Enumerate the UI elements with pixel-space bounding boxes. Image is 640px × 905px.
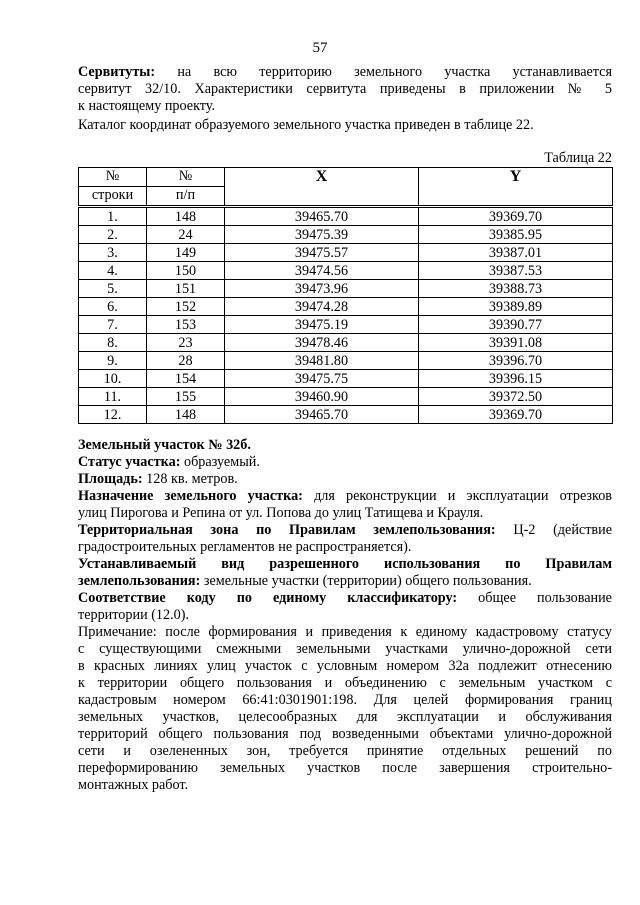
- servitude-line1: на всю территорию земельного участка устанавливается: [155, 64, 612, 80]
- zone-value: Ц-2 (действие: [495, 522, 612, 538]
- page-number: 57: [312, 40, 328, 56]
- cell-point-no: 154: [147, 370, 225, 388]
- servitude-line2: сервитут 32/10. Характеристики сервитута приведены в приложении № 5: [78, 81, 612, 97]
- table-row: [79, 280, 613, 298]
- table-row: [79, 207, 613, 226]
- catalog-text: Каталог координат образуемого земельного участка приведен в таблице 22.: [78, 117, 534, 133]
- note-line: сети и озелененных зон, требуется принятие отдельных решений по: [78, 743, 612, 759]
- table-caption: Таблица 22: [544, 150, 612, 166]
- table-row: [79, 334, 613, 352]
- cell-y: 39385.95: [419, 226, 613, 244]
- note-line: Примечание: после формирования и приведения к единому кадастровому статусу: [78, 624, 612, 640]
- note-paragraph: [78, 624, 612, 777]
- note-line: кадастровым номером 66:41:0301901:198. Для целей формирования границ: [78, 692, 612, 708]
- table-row: [79, 388, 613, 406]
- use-label-1: Устанавливаемый вид разрешенного использования по Правилам: [78, 556, 612, 572]
- table-row: [79, 352, 613, 370]
- cell-y: 39388.73: [419, 280, 613, 298]
- table-row: [79, 262, 613, 280]
- note-line: переформированию земельных участков после завершения строительно-: [78, 760, 612, 776]
- cell-x: 39475.39: [225, 226, 419, 244]
- table-row: [79, 244, 613, 262]
- status-label: Статус участка:: [78, 454, 181, 470]
- cell-x: 39475.57: [225, 244, 419, 262]
- cell-x: 39478.46: [225, 334, 419, 352]
- note-line: с существующими смежными земельными участками улично-дорожной сети: [78, 641, 612, 657]
- cell-point-no: 151: [147, 280, 225, 298]
- code-value: общее пользование: [457, 590, 612, 606]
- table-row: [79, 298, 613, 316]
- cell-point-no: 149: [147, 244, 225, 262]
- cell-y: 39396.15: [419, 370, 613, 388]
- cell-point-no: 153: [147, 316, 225, 334]
- table-row: [79, 316, 613, 334]
- cell-row-no: 1.: [79, 207, 147, 226]
- cell-row-no: 3.: [79, 244, 147, 262]
- cell-row-no: 4.: [79, 262, 147, 280]
- cell-row-no: 2.: [79, 226, 147, 244]
- cell-x: 39474.56: [225, 262, 419, 280]
- cell-point-no: 150: [147, 262, 225, 280]
- purpose-value: для реконструкции и эксплуатации отрезков: [302, 488, 612, 504]
- cell-point-no: 155: [147, 388, 225, 406]
- cell-row-no: 12.: [79, 406, 147, 424]
- note-line: территорий общего пользования под возведенными объектами улично-дорожной: [78, 726, 612, 742]
- purpose-line2: улиц Пирогова и Репина от ул. Попова до улиц Татищева и Крауля.: [78, 505, 484, 521]
- note-line: в красных линиях улиц участок с условным номером 32а подлежит отнесению: [78, 658, 612, 674]
- cell-x: 39460.90: [225, 388, 419, 406]
- cell-x: 39475.19: [225, 316, 419, 334]
- cell-y: 39389.89: [419, 298, 613, 316]
- cell-x: 39475.75: [225, 370, 419, 388]
- coordinates-table: [78, 167, 613, 424]
- cell-point-no: 23: [147, 334, 225, 352]
- cell-x: 39465.70: [225, 207, 419, 226]
- zone-line2: градостроительных регламентов не распространяется).: [78, 539, 412, 555]
- code-line2: территории (12.0).: [78, 607, 190, 623]
- cell-point-no: 148: [147, 406, 225, 424]
- header-point-no-sub: п/п: [147, 187, 225, 207]
- cell-row-no: 10.: [79, 370, 147, 388]
- servitude-label: Сервитуты:: [78, 64, 156, 80]
- table-row: [79, 406, 613, 424]
- parcel-title: Земельный участок № 32б.: [78, 437, 251, 453]
- cell-row-no: 11.: [79, 388, 147, 406]
- cell-x: 39474.28: [225, 298, 419, 316]
- cell-row-no: 9.: [79, 352, 147, 370]
- use-label-2: землепользования:: [78, 573, 201, 589]
- cell-x: 39465.70: [225, 406, 419, 424]
- cell-point-no: 28: [147, 352, 225, 370]
- cell-row-no: 6.: [79, 298, 147, 316]
- parcel-section: [78, 437, 612, 794]
- cell-y: 39391.08: [419, 334, 613, 352]
- cell-y: 39390.77: [419, 316, 613, 334]
- cell-point-no: 148: [147, 207, 225, 226]
- use-value: земельные участки (территории) общего пользования.: [200, 573, 532, 589]
- note-last-line: монтажных работ.: [78, 777, 189, 793]
- zone-label: Территориальная зона по Правилам землепользования:: [78, 522, 496, 538]
- cell-y: 39396.70: [419, 352, 613, 370]
- cell-y: 39372.50: [419, 388, 613, 406]
- header-row-no: №: [79, 168, 147, 187]
- status-value: образуемый.: [180, 454, 260, 470]
- servitude-line3: к настоящему проекту.: [78, 98, 216, 114]
- header-row-no-sub: строки: [79, 187, 147, 207]
- note-line: земельных участков, целесообразных для эксплуатации и обслуживания: [78, 709, 612, 725]
- code-label: Соответствие коду по единому классификатору:: [78, 590, 458, 606]
- table-row: [79, 226, 613, 244]
- purpose-label: Назначение земельного участка:: [78, 488, 303, 504]
- table-row: [79, 370, 613, 388]
- cell-y: 39387.53: [419, 262, 613, 280]
- header-x: X: [225, 168, 419, 207]
- cell-point-no: 24: [147, 226, 225, 244]
- cell-row-no: 8.: [79, 334, 147, 352]
- area-value: 128 кв. метров.: [142, 471, 238, 487]
- cell-x: 39473.96: [225, 280, 419, 298]
- cell-y: 39369.70: [419, 406, 613, 424]
- cell-y: 39387.01: [419, 244, 613, 262]
- cell-point-no: 152: [147, 298, 225, 316]
- note-line: к территории общего пользования и объединению с земельным участком с: [78, 675, 612, 691]
- header-y: Y: [419, 168, 613, 207]
- cell-row-no: 5.: [79, 280, 147, 298]
- header-point-no: №: [147, 168, 225, 187]
- cell-row-no: 7.: [79, 316, 147, 334]
- servitude-paragraph: [78, 64, 612, 115]
- area-label: Площадь:: [78, 471, 143, 487]
- cell-y: 39369.70: [419, 207, 613, 226]
- cell-x: 39481.80: [225, 352, 419, 370]
